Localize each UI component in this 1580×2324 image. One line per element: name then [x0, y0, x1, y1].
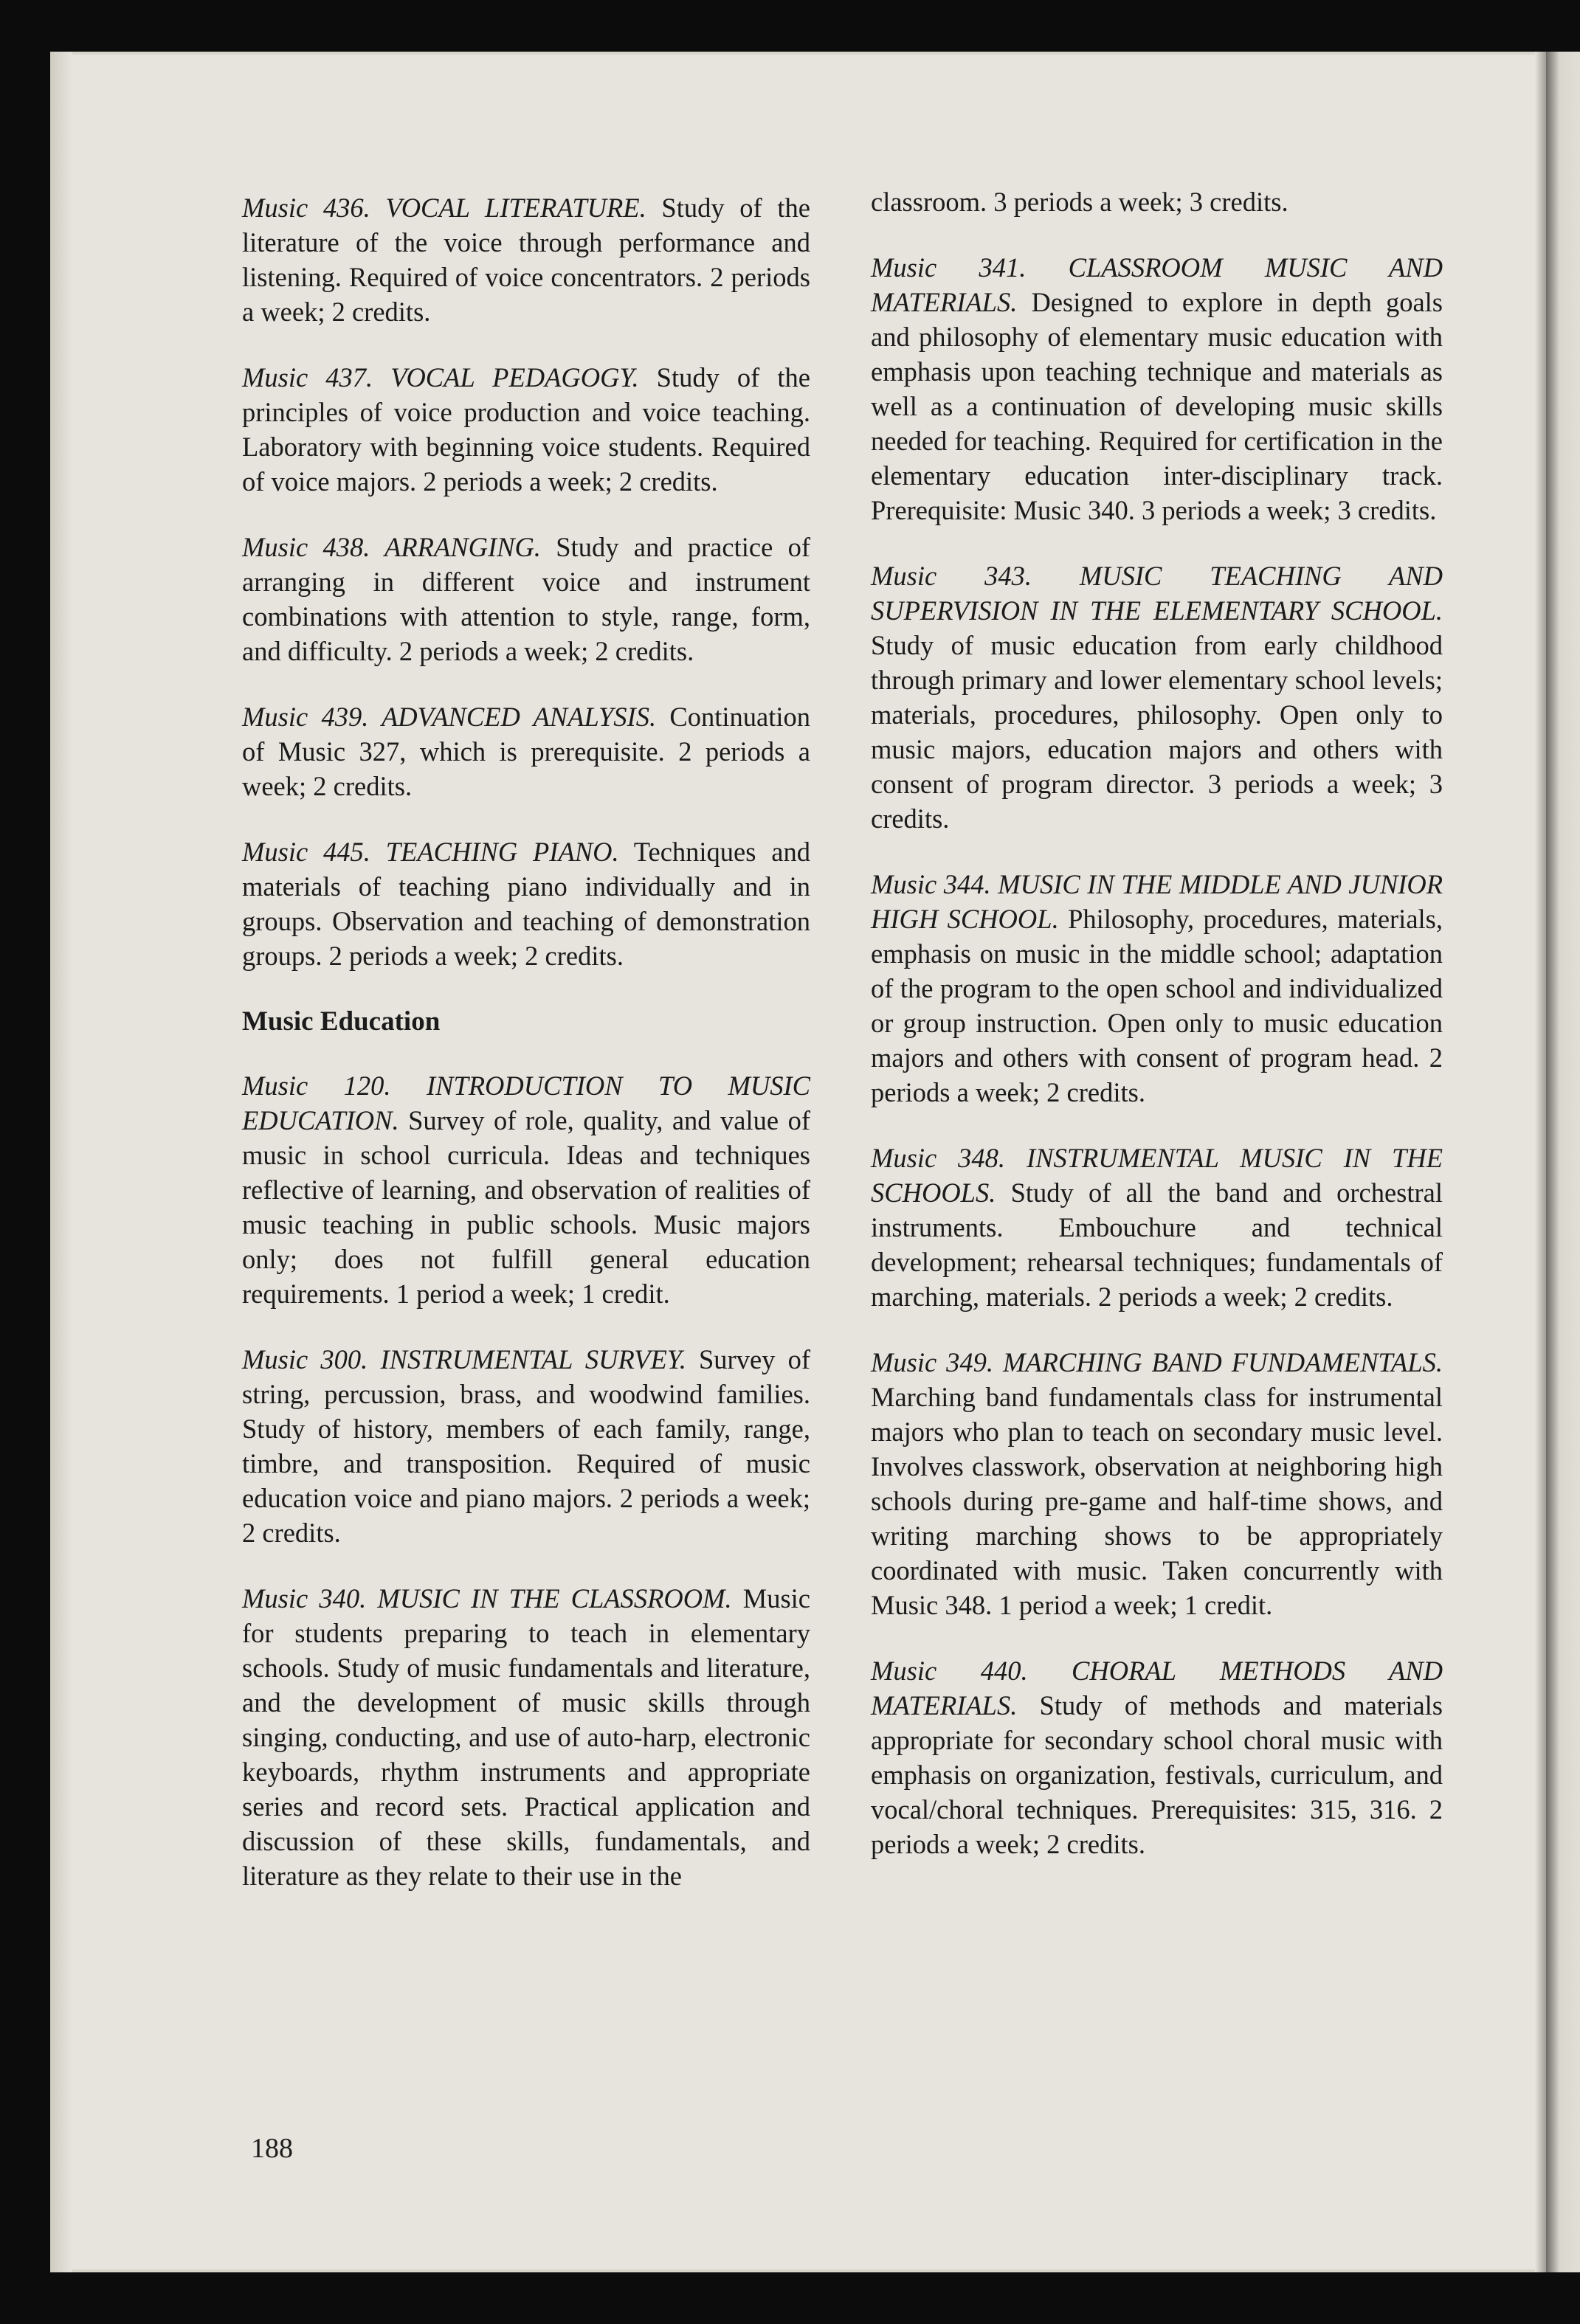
course-entry — [871, 250, 1443, 528]
course-description: Study of methods and materials appropriate for secondary school choral music with emphasis on organization, festivals, curriculum, and vocal/choral techniques. Prerequisites: 315, 316. 2 periods a week; 2 credits. — [871, 1690, 1443, 1859]
page-spine-shadow — [50, 52, 72, 2272]
left-column — [242, 190, 810, 1924]
continued-text: classroom. 3 periods a week; 3 credits. — [871, 187, 1289, 217]
course-description: Study of music education from early childhood through primary and lower elementary school levels; materials, procedures, philosophy. Open only to music majors, education majors and others with consent of program director. 3 periods a week; 3 credits. — [871, 630, 1443, 834]
course-title: Music 437. VOCAL PEDAGOGY. — [242, 362, 639, 392]
course-description: Philosophy, procedures, materials, emphasis on music in the middle school; adaptation of the program to the open school and individualized or group instruction. Open only to music education majors and others with consent of program head. 2 periods a week; 2 credits. — [871, 904, 1443, 1107]
course-entry — [871, 1653, 1443, 1861]
course-entry — [871, 1345, 1443, 1622]
course-title: Music 300. INSTRUMENTAL SURVEY. — [242, 1344, 686, 1374]
right-column — [871, 184, 1443, 1892]
course-title: Music 440. CHORAL METHODS AND MATERIALS. — [871, 1656, 1443, 1720]
course-title: Music 438. ARRANGING. — [242, 532, 541, 562]
course-title: Music 340. MUSIC IN THE CLASSROOM. — [242, 1583, 732, 1614]
course-title: Music 343. MUSIC TEACHING AND SUPERVISION IN THE ELEMENTARY SCHOOL. — [871, 561, 1443, 626]
course-entry — [871, 1141, 1443, 1314]
course-description: Designed to explore in depth goals and philosophy of elementary music education with emphasis upon teaching technique and materials as well as a continuation of developing music skills needed for teaching. Required for certification in the elementary education inter-disciplinary track. Prerequisite: Music 340. 3 periods a week; 3 credits. — [871, 287, 1443, 525]
course-description: Survey of string, percussion, brass, and woodwind families. Study of history, members of each family, range, timbre, and transposition. Required of music education voice and piano majors. 2 periods a week; 2 credits. — [242, 1344, 811, 1548]
course-entry — [242, 834, 810, 973]
course-entry — [871, 558, 1443, 836]
course-entry — [242, 190, 810, 329]
course-description: Techniques and materials of teaching piano individually and in groups. Observation and teaching of demonstration groups. 2 periods a week; 2 credits. — [242, 837, 810, 971]
course-entry — [242, 1342, 810, 1550]
course-entry — [871, 867, 1443, 1110]
course-description: Continuation of Music 327, which is prerequisite. 2 periods a week; 2 credits. — [242, 702, 810, 801]
course-entry — [242, 699, 810, 803]
course-description: Study of the literature of the voice through performance and listening. Required of voice concentrators. 2 periods a week; 2 credits. — [242, 193, 810, 327]
course-entry — [242, 1068, 810, 1311]
course-description: Music for students preparing to teach in elementary schools. Study of music fundamentals and literature, and the development of music skills through singing, conducting, and use of auto-harp, electronic keyboards, rhythm instruments and appropriate series and record sets. Practical application and discussion of these skills, fundamentals, and literature as they relate to their use in the — [242, 1583, 811, 1891]
course-title: Music 349. MARCHING BAND FUNDAMENTALS. — [871, 1347, 1443, 1377]
course-description: Study of the principles of voice production and voice teaching. Laboratory with beginning voice students. Required of voice majors. 2 periods a week; 2 credits. — [242, 362, 811, 497]
course-description: Survey of role, quality, and value of music in school curricula. Ideas and techniques reflective of learning, and observation of realities of music teaching in public schools. Music majors only; does not fulfill general education requirements. 1 period a week; 1 credit. — [242, 1105, 810, 1309]
course-entry — [242, 360, 810, 499]
page-number: 188 — [251, 2133, 293, 2164]
course-title: Music 341. CLASSROOM MUSIC AND MATERIALS. — [871, 252, 1443, 317]
course-description: Study and practice of arranging in different voice and instrument combinations with attention to style, range, form, and difficulty. 2 periods a week; 2 credits. — [242, 532, 810, 666]
course-title: Music 348. INSTRUMENTAL MUSIC IN THE SCHOOLS. — [871, 1143, 1443, 1208]
course-entry — [242, 530, 810, 668]
section-heading: Music Education — [242, 1006, 441, 1037]
course-title: Music 439. ADVANCED ANALYSIS. — [242, 702, 657, 732]
course-title: Music 344. MUSIC IN THE MIDDLE AND JUNIOR HIGH SCHOOL. — [871, 869, 1443, 934]
course-title: Music 120. INTRODUCTION TO MUSIC EDUCATION. — [242, 1071, 810, 1135]
adjacent-page-edge — [1546, 52, 1580, 2272]
course-description: Study of all the band and orchestral instruments. Embouchure and technical development; rehearsal techniques; fundamentals of marching, materials. 2 periods a week; 2 credits. — [871, 1177, 1443, 1312]
course-title: Music 445. TEACHING PIANO. — [242, 837, 619, 867]
course-description: Marching band fundamentals class for instrumental majors who plan to teach on secondary music level. Involves classwork, observation at neighboring high schools during pre-game and half-time shows, and writing marching shows to be appropriately coordinated with music. Taken concurrently with Music 348. 1 period a week; 1 credit. — [871, 1382, 1443, 1620]
course-entry — [242, 1581, 810, 1893]
course-title: Music 436. VOCAL LITERATURE. — [242, 193, 646, 223]
